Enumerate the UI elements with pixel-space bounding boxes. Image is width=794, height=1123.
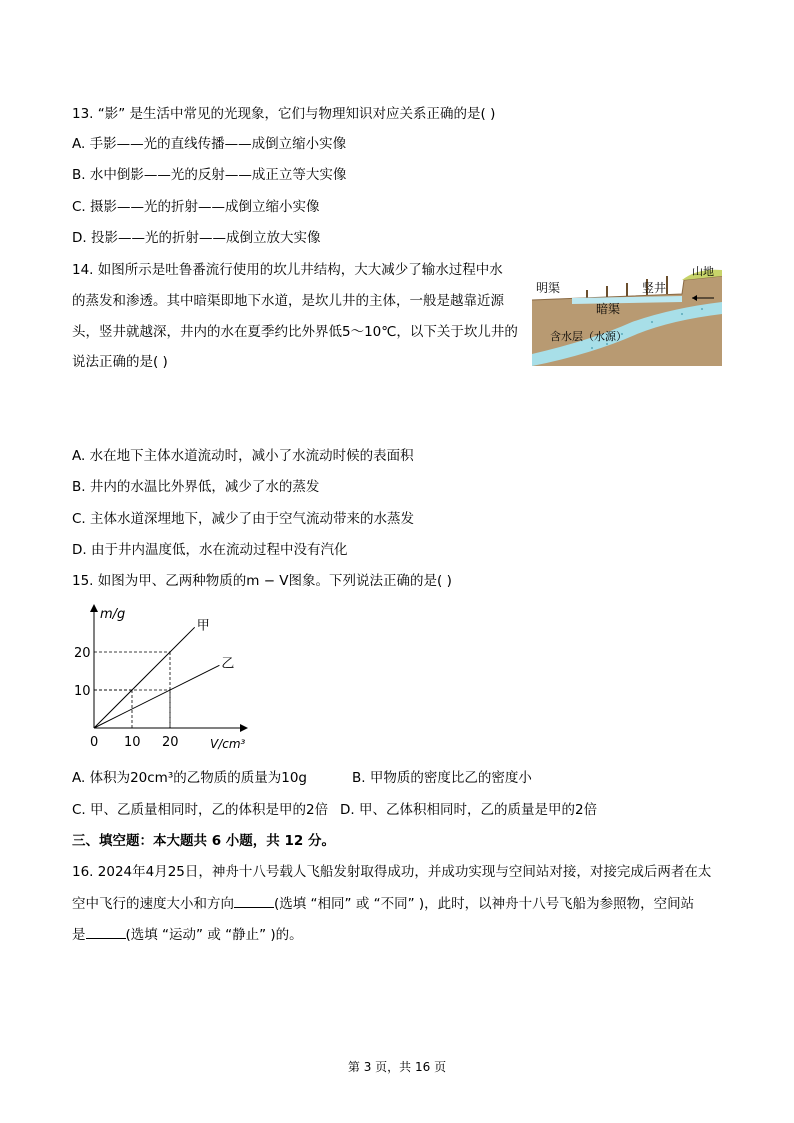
q13-option-d: D. 投影——光的折射——成倒立放大实像 (72, 230, 321, 246)
q14-option-a: A. 水在地下主体水道流动时，减小了水流动时候的表面积 (72, 448, 414, 464)
q14-stem-line-4: 说法正确的是( ) (72, 354, 168, 370)
q16-blank-1[interactable] (234, 893, 274, 908)
q14-option-b: B. 井内的水温比外界低，减少了水的蒸发 (72, 479, 320, 495)
label-mountain: 山地 (692, 265, 714, 278)
q14-option-d: D. 由于井内温度低，水在流动过程中没有汽化 (72, 542, 348, 558)
series-label-1: 乙 (221, 656, 235, 672)
series-label-0: 甲 (196, 618, 210, 634)
x-tick-label-0: 10 (124, 735, 141, 750)
q16-line-1: 16. 2024年4月25日，神舟十八号载人飞船发射取得成功，并成功实现与空间站对接，对接完成后两者在太 (72, 864, 712, 880)
q14-stem-line-1: 14. 如图所示是吐鲁番流行使用的坎儿井结构，大大减少了输水过程中水 (72, 262, 503, 278)
q13-option-a: A. 手影——光的直线传播——成倒立缩小实像 (72, 136, 347, 152)
q16-line-3b: (选填 “运动” 或 “静止” )的。 (125, 927, 303, 943)
q16-blank-2[interactable] (86, 924, 126, 939)
q13-stem: 13. “影” 是生活中常见的光现象，它们与物理知识对应关系正确的是( ) (72, 106, 496, 122)
section-3-title: 三、填空题：本大题共 6 小题，共 12 分。 (72, 833, 335, 849)
q14-stem-line-2: 的蒸发和渗透。其中暗渠即地下水道，是坎儿井的主体，一般是越靠近源 (72, 293, 504, 309)
label-aquifer: 含水层（水源） (550, 330, 627, 343)
page-footer: 第 3 页，共 16 页 (347, 1060, 447, 1074)
q13-option-b: B. 水中倒影——光的反射——成正立等大实像 (72, 167, 347, 183)
y-tick-label-0: 10 (74, 684, 91, 699)
q15-option-c: C. 甲、乙质量相同时，乙的体积是甲的2倍 (72, 802, 329, 818)
q15-option-a: A. 体积为20cm³的乙物质的质量为10g (72, 770, 307, 786)
label-underground-channel: 暗渠 (596, 302, 621, 316)
q16-line-3a: 是 (72, 927, 86, 943)
y-axis-label: m/g (100, 607, 126, 622)
label-open-channel: 明渠 (536, 281, 561, 295)
label-shaft: 竖井 (642, 281, 667, 295)
m-v-chart (70, 600, 260, 760)
q15-stem: 15. 如图为甲、乙两种物质的m − V图象。下列说法正确的是( ) (72, 573, 452, 589)
x-tick-label-1: 20 (162, 735, 179, 750)
q14-option-c: C. 主体水道深埋地下，减少了由于空气流动带来的水蒸发 (72, 511, 415, 527)
q16-line-2b: (选填 “相同” 或 “不同” )，此时，以神舟十八号飞船为参照物，空间站 (274, 896, 695, 912)
q13-option-c: C. 摄影——光的折射——成倒立缩小实像 (72, 199, 320, 215)
y-tick-label-1: 20 (74, 646, 91, 661)
x-axis-label: V/cm³ (210, 737, 246, 751)
origin-label: 0 (90, 735, 99, 750)
q16-line-3 (72, 924, 303, 945)
q15-option-d: D. 甲、乙体积相同时，乙的质量是甲的2倍 (340, 802, 598, 818)
karez-figure (532, 262, 722, 366)
q15-option-b: B. 甲物质的密度比乙的密度小 (352, 770, 532, 786)
q16-line-2a: 空中飞行的速度大小和方向 (72, 896, 234, 912)
q14-stem-line-3: 头，竖井就越深，井内的水在夏季约比外界低5～10℃，以下关于坎儿井的 (72, 324, 518, 340)
series-line-0 (94, 627, 195, 728)
q16-line-2 (72, 893, 694, 914)
series-line-1 (94, 665, 219, 728)
